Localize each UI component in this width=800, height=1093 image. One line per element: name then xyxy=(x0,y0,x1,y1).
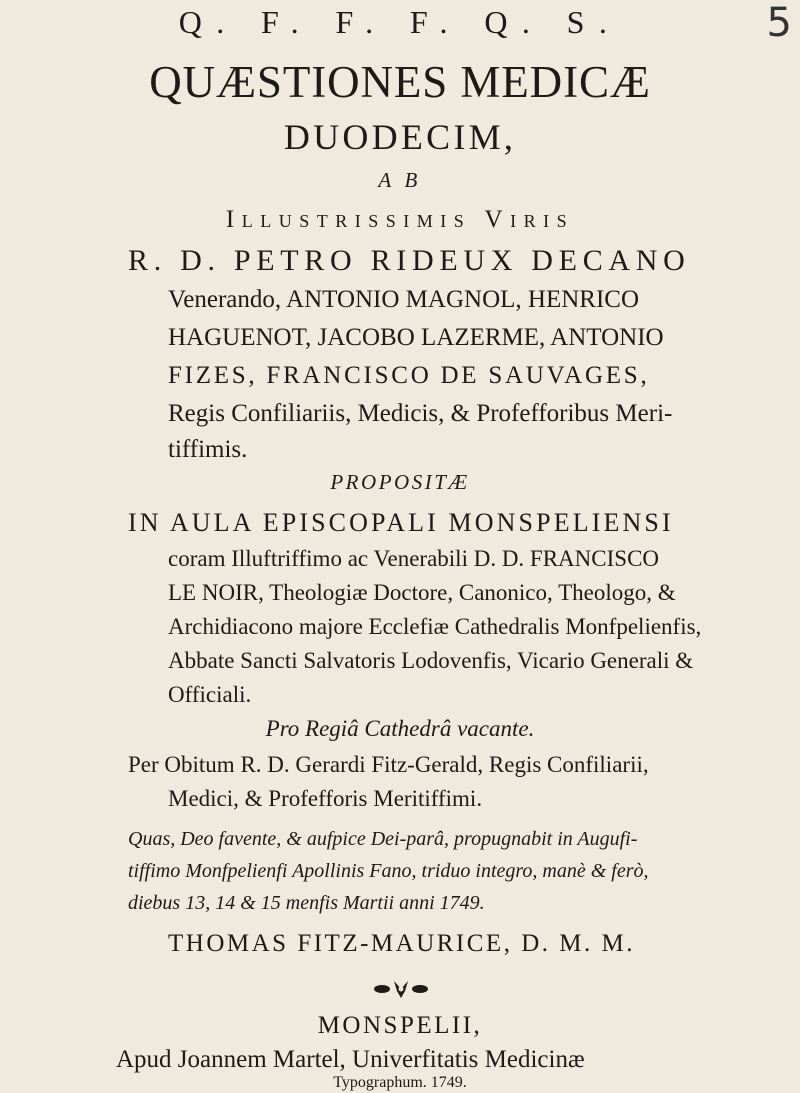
propositae-label: PROPOSITÆ xyxy=(330,470,470,494)
dedicatee-line: tiffimis. xyxy=(168,436,248,463)
aula-line: Archidiacono majore Ecclefiæ Cathedralis Monfpelienfis, xyxy=(168,614,702,639)
printer-ornament-icon xyxy=(372,978,430,1000)
pro-regia-line: Pro Regiâ Cathedrâ vacante. xyxy=(265,716,535,741)
aula-line: coram Illuftriffimo ac Venerabili D. D. FRANCISCO xyxy=(168,546,660,571)
dedicatee-decano: R. D. PETRO RIDEUX DECANO xyxy=(128,244,691,277)
quas-line: diebus 13, 14 & 15 menfis Martii anni 1749. xyxy=(128,892,485,914)
aula-line: LE NOIR, Theologiæ Doctore, Canonico, Theologo, & xyxy=(168,580,676,605)
illustrissimis-line: Illustrissimis Viris xyxy=(225,206,575,233)
aula-line: IN AULA EPISCOPALI MONSPELIENSI xyxy=(128,508,674,537)
quas-line: Quas, Deo favente, & aufpice Dei-parâ, propugnabit in Augufi- xyxy=(128,828,638,850)
author-line: THOMAS FITZ-MAURICE, D. M. M. xyxy=(168,930,635,957)
header-abbrev: Q. F. F. F. Q. S. xyxy=(178,4,622,40)
per-obitum-line: Medici, & Profefforis Meritiffimi. xyxy=(168,786,483,811)
dedicatee-line: FIZES, FRANCISCO DE SAUVAGES, xyxy=(168,362,650,389)
imprint-line: Apud Joannem Martel, Univerfitatis Medicinæ xyxy=(116,1046,585,1073)
dedicatee-line: Regis Confiliariis, Medicis, & Profefforibus Meri- xyxy=(168,400,673,427)
main-title: QUÆSTIONES MEDICÆ xyxy=(149,57,651,107)
imprint-line: Typographum. 1749. xyxy=(333,1074,467,1091)
aula-line: Abbate Sancti Salvatoris Lodovenfis, Vicario Generali & xyxy=(168,648,694,673)
dedicatee-line: Venerando, ANTONIO MAGNOL, HENRICO xyxy=(168,286,640,313)
ab-line: A B xyxy=(378,168,422,192)
aula-line: Officiali. xyxy=(168,682,252,707)
place-line: MONSPELII, xyxy=(317,1012,483,1039)
page-number: 5 xyxy=(766,0,792,46)
quas-line: tiffimo Monfpelienfi Apollinis Fano, triduo integro, manè & ferò, xyxy=(128,860,649,882)
dedicatee-line: HAGUENOT, JACOBO LAZERME, ANTONIO xyxy=(168,324,664,351)
per-obitum-line: Per Obitum R. D. Gerardi Fitz-Gerald, Regis Confiliarii, xyxy=(128,752,649,777)
subtitle: DUODECIM, xyxy=(283,117,517,157)
